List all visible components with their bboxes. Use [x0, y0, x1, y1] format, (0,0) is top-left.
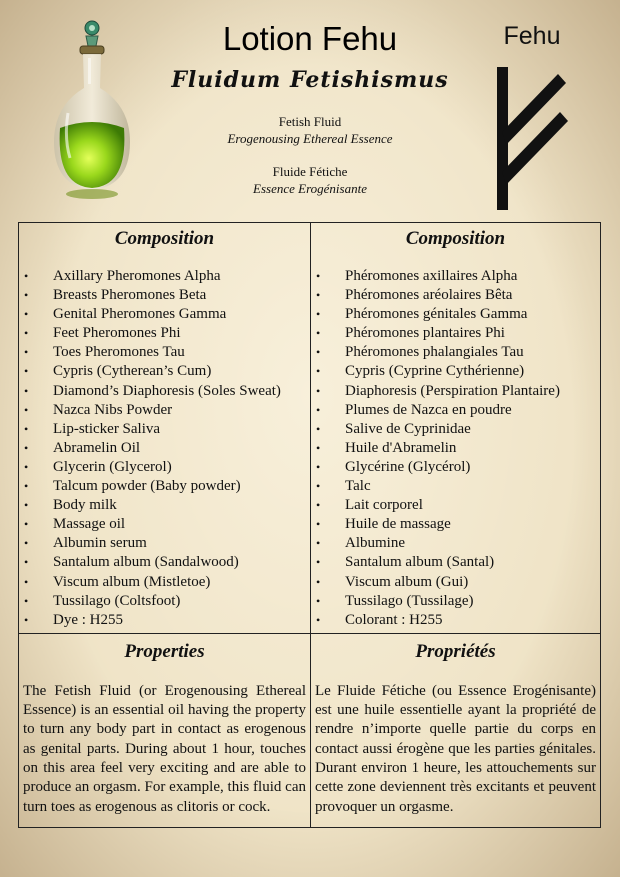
- french-name: Fluide Fétiche: [272, 164, 348, 179]
- list-item: • Viscum album (Mistletoe): [19, 573, 310, 592]
- list-item: • Phéromones aréolaires Bêta: [311, 286, 600, 305]
- fehu-rune-icon: [492, 62, 572, 212]
- list-item: • Phéromones génitales Gamma: [311, 305, 600, 324]
- composition-french-list: [311, 267, 600, 633]
- list-item: • Santalum album (Sandalwood): [19, 553, 310, 572]
- english-description: Erogenousing Ethereal Essence: [227, 131, 393, 146]
- composition-french-heading: Composition: [405, 228, 506, 249]
- list-item: • Toes Pheromones Tau: [19, 343, 310, 362]
- list-item: • Phéromones plantaires Phi: [311, 324, 600, 343]
- list-item: • Tussilago (Tussilage): [311, 592, 600, 611]
- list-item: • Albumin serum: [19, 534, 310, 553]
- content-table: [18, 222, 601, 828]
- properties-french-text: Le Fluide Fétiche (ou Essence Erogénisante) est une huile essentielle ayant la propriété de rendre n’importe quelle partie du corps en contact aussi érogène que les parties génitales. Durant environ 1 heure, les attouchements sur cette zone deviennent très excitants et peuvent provoquer un orgasme.: [315, 682, 596, 815]
- page-header: [0, 0, 620, 222]
- list-item: • Abramelin Oil: [19, 439, 310, 458]
- list-item: • Huile de massage: [311, 515, 600, 534]
- list-item: • Santalum album (Santal): [311, 553, 600, 572]
- properties-french-heading: Propriétés: [415, 640, 496, 662]
- list-item: • Phéromones phalangiales Tau: [311, 343, 600, 362]
- list-item: • Colorant : H255: [311, 611, 600, 630]
- list-item: • Axillary Pheromones Alpha: [19, 267, 310, 286]
- properties-row: [19, 633, 601, 827]
- composition-english-cell: [19, 223, 311, 634]
- properties-english-heading: Properties: [124, 640, 205, 662]
- potion-bottle-icon: [40, 18, 144, 202]
- list-item: • Tussilago (Coltsfoot): [19, 592, 310, 611]
- composition-english-heading: Composition: [114, 228, 215, 249]
- composition-row: [19, 223, 601, 634]
- latin-subtitle: Fluidum Fetishismus: [171, 67, 449, 93]
- list-item: • Body milk: [19, 496, 310, 515]
- composition-french-cell: [311, 223, 601, 634]
- list-item: • Glycerin (Glycerol): [19, 458, 310, 477]
- composition-english-list: [19, 267, 310, 633]
- list-item: • Salive de Cyprinidae: [311, 420, 600, 439]
- list-item: • Breasts Pheromones Beta: [19, 286, 310, 305]
- list-item: • Albumine: [311, 534, 600, 553]
- english-name: Fetish Fluid: [278, 114, 342, 129]
- properties-english-cell: [19, 633, 311, 827]
- list-item: • Nazca Nibs Powder: [19, 401, 310, 420]
- list-item: • Cypris (Cytherean’s Cum): [19, 362, 310, 381]
- list-item: • Genital Pheromones Gamma: [19, 305, 310, 324]
- rune-name: Fehu: [503, 22, 561, 50]
- list-item: • Phéromones axillaires Alpha: [311, 267, 600, 286]
- list-item: • Talcum powder (Baby powder): [19, 477, 310, 496]
- list-item: • Diamond’s Diaphoresis (Soles Sweat): [19, 382, 310, 401]
- properties-english-text: The Fetish Fluid (or Erogenousing Ethereal Essence) is an essential oil having the property to turn any body part in contact as erogenous as genital parts. During about 1 hour, touches on this area feel very exciting and are able to produce an orgasm. For example, this fluid can turn toes as erogenous as clitoris or cock.: [23, 682, 306, 815]
- list-item: • Huile d'Abramelin: [311, 439, 600, 458]
- list-item: • Diaphoresis (Perspiration Plantaire): [311, 382, 600, 401]
- list-item: • Talc: [311, 477, 600, 496]
- list-item: • Plumes de Nazca en poudre: [311, 401, 600, 420]
- french-description: Essence Erogénisante: [253, 181, 367, 196]
- list-item: • Lip-sticker Saliva: [19, 420, 310, 439]
- page-title: Lotion Fehu: [222, 20, 398, 57]
- list-item: • Massage oil: [19, 515, 310, 534]
- list-item: • Dye : H255: [19, 611, 310, 630]
- list-item: • Feet Pheromones Phi: [19, 324, 310, 343]
- list-item: • Glycérine (Glycérol): [311, 458, 600, 477]
- list-item: • Lait corporel: [311, 496, 600, 515]
- list-item: • Cypris (Cyprine Cythérienne): [311, 362, 600, 381]
- list-item: • Viscum album (Gui): [311, 573, 600, 592]
- properties-french-cell: [311, 633, 601, 827]
